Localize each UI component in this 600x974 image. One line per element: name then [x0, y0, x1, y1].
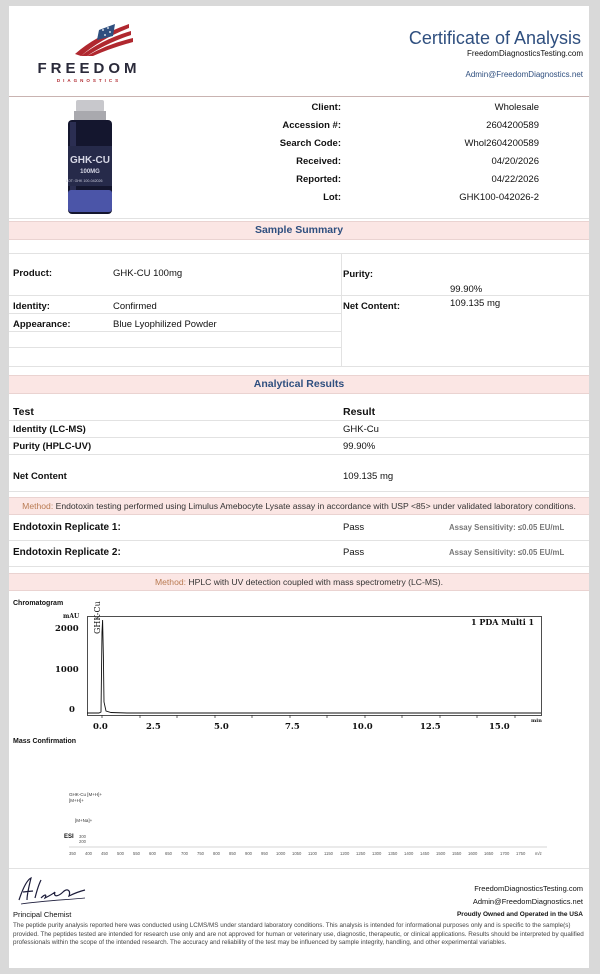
grid-line	[9, 347, 341, 348]
purity-label: Purity:	[343, 269, 374, 280]
search-code-label: Search Code:	[279, 138, 341, 149]
endotoxin-sensitivity: Assay Sensitivity: ≤0.05 EU/mL	[449, 523, 565, 532]
method-text: HPLC with UV detection coupled with mass spectrometry (LC-MS).	[188, 577, 443, 587]
lot-label: Lot:	[323, 192, 341, 203]
vial-label-lot: LOT: GHK 100-042026	[66, 179, 103, 183]
grid-line	[9, 295, 589, 296]
lot-value: GHK100-042026-2	[459, 192, 539, 203]
mz-tick: 1600	[468, 851, 478, 856]
grid-line	[9, 540, 589, 541]
mass-x-ticks	[69, 851, 549, 859]
results-col-test: Test	[13, 406, 34, 418]
mz-tick: 550	[133, 851, 140, 856]
mz-tick: 1450	[420, 851, 430, 856]
mz-tick: 1400	[404, 851, 414, 856]
analytical-results-band	[9, 375, 589, 394]
grid-line	[9, 566, 589, 567]
x-tick-label: 10.0	[352, 722, 373, 732]
mass-peak-label: [M+Na]+	[75, 818, 93, 823]
reported-label: Reported:	[296, 174, 341, 185]
net-content-label: Net Content:	[343, 301, 400, 312]
mz-tick: 1050	[292, 851, 302, 856]
document-title: Certificate of Analysis	[408, 28, 581, 48]
mz-tick: 1300	[372, 851, 382, 856]
brand-name: FREEDOM	[37, 60, 141, 77]
x-tick-label: 15.0	[489, 722, 510, 732]
method-endotoxin-text	[9, 498, 589, 514]
reported-value: 04/22/2026	[491, 174, 539, 185]
mass-spectrum-axis	[69, 844, 549, 850]
mz-tick: 400	[85, 851, 92, 856]
x-tick-label: 12.5	[420, 722, 441, 732]
received-value: 04/20/2026	[491, 156, 539, 167]
grid-line	[9, 420, 589, 421]
x-tick-label: 7.5	[285, 722, 300, 732]
header-website[interactable]: FreedomDiagnosticsTesting.com	[466, 49, 583, 58]
grid-line	[9, 253, 589, 254]
chromatogram-x-unit: min	[531, 718, 542, 724]
esi-label: ESI	[64, 834, 74, 840]
certificate-page	[9, 6, 589, 968]
endotoxin-label: Endotoxin Replicate 2:	[13, 547, 121, 558]
x-tick-label: 5.0	[214, 722, 229, 732]
endotoxin-result: Pass	[343, 522, 365, 533]
brand-subtitle: DIAGNOSTICS	[56, 78, 122, 83]
method-hplc-band	[9, 573, 589, 591]
sample-summary-band	[9, 221, 589, 240]
esi-tick: 300	[79, 834, 86, 839]
grid-line	[9, 313, 341, 314]
grid-line	[9, 366, 589, 367]
endotoxin-result: Pass	[343, 547, 365, 558]
mz-tick: 1350	[388, 851, 398, 856]
header-email[interactable]: Admin@FreedomDiagnostics.net	[465, 70, 583, 79]
appearance-label: Appearance:	[13, 319, 71, 330]
result-test: Identity (LC-MS)	[13, 424, 86, 435]
grid-line	[341, 253, 342, 366]
mz-tick: 850	[229, 851, 236, 856]
mz-tick: 650	[165, 851, 172, 856]
chromatogram-trace	[87, 620, 541, 713]
mz-tick: 900	[245, 851, 252, 856]
client-value: Wholesale	[494, 102, 539, 113]
grid-line	[9, 454, 589, 455]
x-tick-label: 0.0	[93, 722, 108, 732]
product-value: GHK-CU 100mg	[113, 268, 183, 279]
mz-tick: 950	[261, 851, 268, 856]
sample-summary-title: Sample Summary	[254, 224, 344, 236]
endotoxin-sensitivity: Assay Sensitivity: ≤0.05 EU/mL	[449, 548, 565, 557]
header-divider	[9, 96, 589, 97]
mz-tick: 800	[213, 851, 220, 856]
method-key: Method:	[154, 577, 187, 587]
accession-label: Accession #:	[282, 120, 341, 131]
endotoxin-label: Endotoxin Replicate 1:	[13, 522, 121, 533]
accession-value: 2604200589	[486, 120, 539, 131]
chromatogram-y-unit: mAU	[63, 613, 80, 620]
mz-tick: 1150	[324, 851, 334, 856]
client-label: Client:	[311, 102, 341, 113]
footer-tagline: Proudly Owned and Operated in the USA	[456, 911, 583, 918]
mass-confirmation-heading: Mass Confirmation	[13, 738, 77, 745]
x-tick-label: 2.5	[146, 722, 161, 732]
mz-tick: 750	[197, 851, 204, 856]
mz-tick: 700	[181, 851, 188, 856]
flag-swoosh-icon	[29, 18, 149, 58]
footer-website[interactable]: FreedomDiagnosticsTesting.com	[474, 884, 583, 893]
identity-label: Identity:	[13, 301, 50, 312]
mz-tick: 350	[69, 851, 76, 856]
mass-peak-label: [M+H]+	[69, 798, 84, 803]
received-label: Received:	[296, 156, 341, 167]
mz-tick: 1250	[356, 851, 366, 856]
result-test: Net Content	[13, 471, 67, 482]
method-endotoxin-band	[9, 497, 589, 515]
vial-label-main: GHK-CU	[70, 155, 110, 166]
mz-tick: 1550	[452, 851, 462, 856]
chromatogram-legend: 1 PDA Multi 1	[471, 617, 535, 627]
grid-line	[9, 437, 589, 438]
mass-peak-label: GHK-Cu [M+H]+	[69, 792, 103, 797]
info-divider	[9, 218, 589, 219]
chromatogram-plot	[87, 612, 547, 720]
brand-logo	[29, 18, 149, 84]
mz-tick: 1750	[516, 851, 526, 856]
mz-tick: 1000	[276, 851, 286, 856]
method-text: Endotoxin testing performed using Limulus Amebocyte Lysate assay in accordance with USP <85> under validated laboratory conditions.	[55, 501, 576, 511]
plot-frame	[88, 617, 542, 716]
identity-value: Confirmed	[113, 301, 157, 312]
analytical-results-title: Analytical Results	[253, 378, 345, 390]
y-tick-label: 2000	[55, 624, 79, 634]
vial-label-dose: 100MG	[80, 169, 100, 175]
mz-tick: 1500	[436, 851, 446, 856]
mz-tick: 1700	[500, 851, 510, 856]
disclaimer-text: The peptide purity analysis reported here was conducted using LCMS/MS under standard laboratory conditions. This analysis is intended for informational purposes only and is specific to the sample(s) provided. The peptides tested are intended for research use only and are not approved for human or veterinary use, diagnostic, therapeutic, or clinical applications. Results should be interpreted by qualified professionals within the scope of the intended research. The accuracy and reliability of the test may be influenced by sample integrity, handling, and other experimental variables.	[13, 922, 584, 947]
result-value: 109.135 mg	[343, 471, 394, 482]
y-tick-label: 0	[69, 705, 75, 715]
grid-line	[9, 491, 589, 492]
grid-line	[9, 331, 341, 332]
result-test: Purity (HPLC-UV)	[13, 441, 92, 452]
mz-unit: m/z	[535, 851, 542, 856]
mz-tick: 450	[101, 851, 108, 856]
mz-tick: 1200	[340, 851, 350, 856]
product-vial-image	[62, 100, 118, 216]
net-content-value: 109.135 mg	[450, 298, 501, 309]
purity-value: 99.90%	[450, 284, 483, 295]
chromatogram-peak-label: GHK-Cu	[93, 601, 102, 634]
chemist-role: Principal Chemist	[13, 910, 72, 919]
esi-tick: 200	[79, 839, 86, 844]
mz-tick: 1100	[308, 851, 318, 856]
chromatogram-heading: Chromatogram	[13, 600, 64, 607]
result-value: 99.90%	[343, 441, 376, 452]
footer-email[interactable]: Admin@FreedomDiagnostics.net	[472, 897, 583, 906]
search-code-value: Whol2604200589	[464, 138, 539, 149]
product-label: Product:	[13, 268, 53, 279]
results-col-result: Result	[343, 406, 376, 418]
y-tick-label: 1000	[55, 665, 79, 675]
method-hplc-text	[9, 574, 589, 590]
method-key: Method:	[22, 501, 54, 511]
result-value: GHK-Cu	[343, 424, 379, 435]
appearance-value: Blue Lyophilized Powder	[113, 319, 217, 330]
mz-tick: 600	[149, 851, 156, 856]
mz-tick: 1650	[484, 851, 494, 856]
signature-image	[15, 874, 89, 908]
footer-divider	[9, 868, 589, 869]
mz-tick: 500	[117, 851, 124, 856]
